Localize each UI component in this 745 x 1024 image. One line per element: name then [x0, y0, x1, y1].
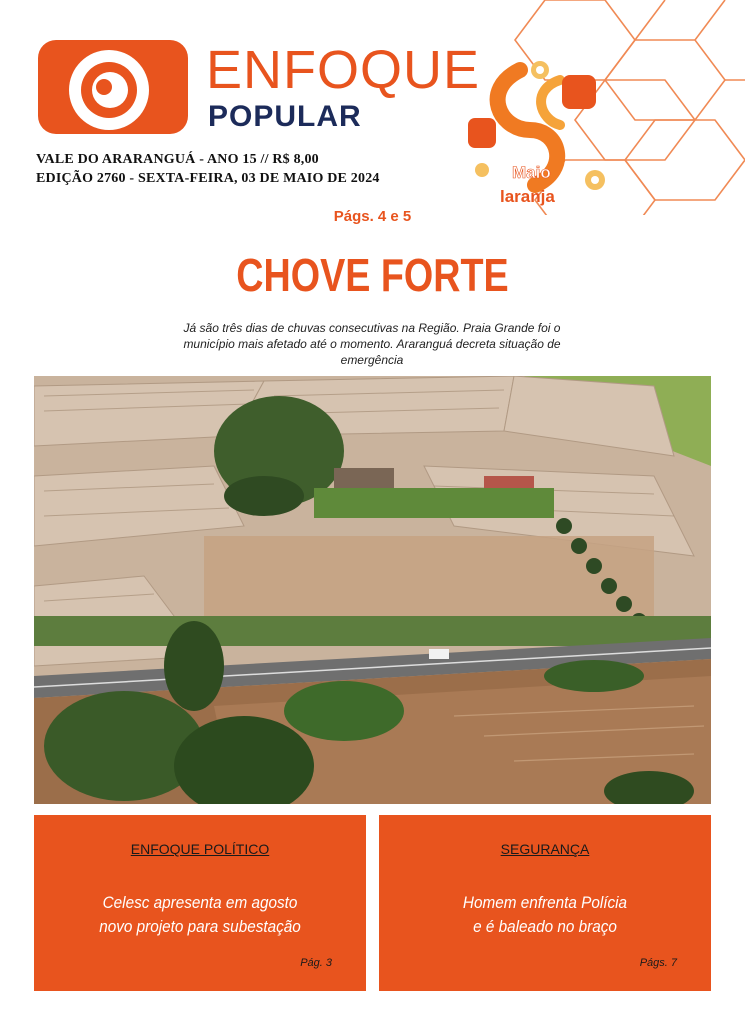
card-title-line: Homem enfrenta Polícia	[462, 893, 628, 912]
card-politics[interactable]	[34, 815, 366, 991]
maio-laranja-logo	[460, 50, 620, 210]
lead-page-ref: Págs. 4 e 5	[333, 208, 412, 225]
brand-subname: POPULAR	[208, 100, 362, 133]
card-security[interactable]	[379, 815, 711, 991]
card-kicker: ENFOQUE POLÍTICO	[130, 841, 270, 857]
card-kicker: SEGURANÇA	[500, 841, 590, 857]
flood-aerial-photo	[34, 376, 711, 804]
card-title	[396, 891, 695, 939]
card-page-ref: Págs. 7	[639, 957, 677, 969]
brand-name: ENFOQUE	[206, 40, 481, 100]
card-title-line: Celesc apresenta em agosto	[102, 893, 298, 912]
lead-subhead: Já são três dias de chuvas consecutivas na Região. Praia Grande foi o município mais afetado até o momento. Araranguá decreta situação de emergência	[183, 321, 561, 367]
card-title-line: novo projeto para subestação	[99, 917, 301, 936]
card-page-ref: Pág. 3	[300, 957, 332, 969]
card-title	[51, 891, 350, 939]
edition-date: EDIÇÃO 2760 - SEXTA-FEIRA, 03 DE MAIO DE 2024	[36, 171, 380, 186]
badge-text-laranja: laranja	[500, 187, 555, 206]
card-title-line: e é baleado no braço	[473, 917, 617, 936]
edition-region: VALE DO ARARANGUÁ - ANO 15 // R$ 8,00	[36, 152, 319, 167]
badge-text-maio: Maio	[512, 163, 551, 182]
lead-headline: CHOVE FORTE	[236, 249, 509, 301]
